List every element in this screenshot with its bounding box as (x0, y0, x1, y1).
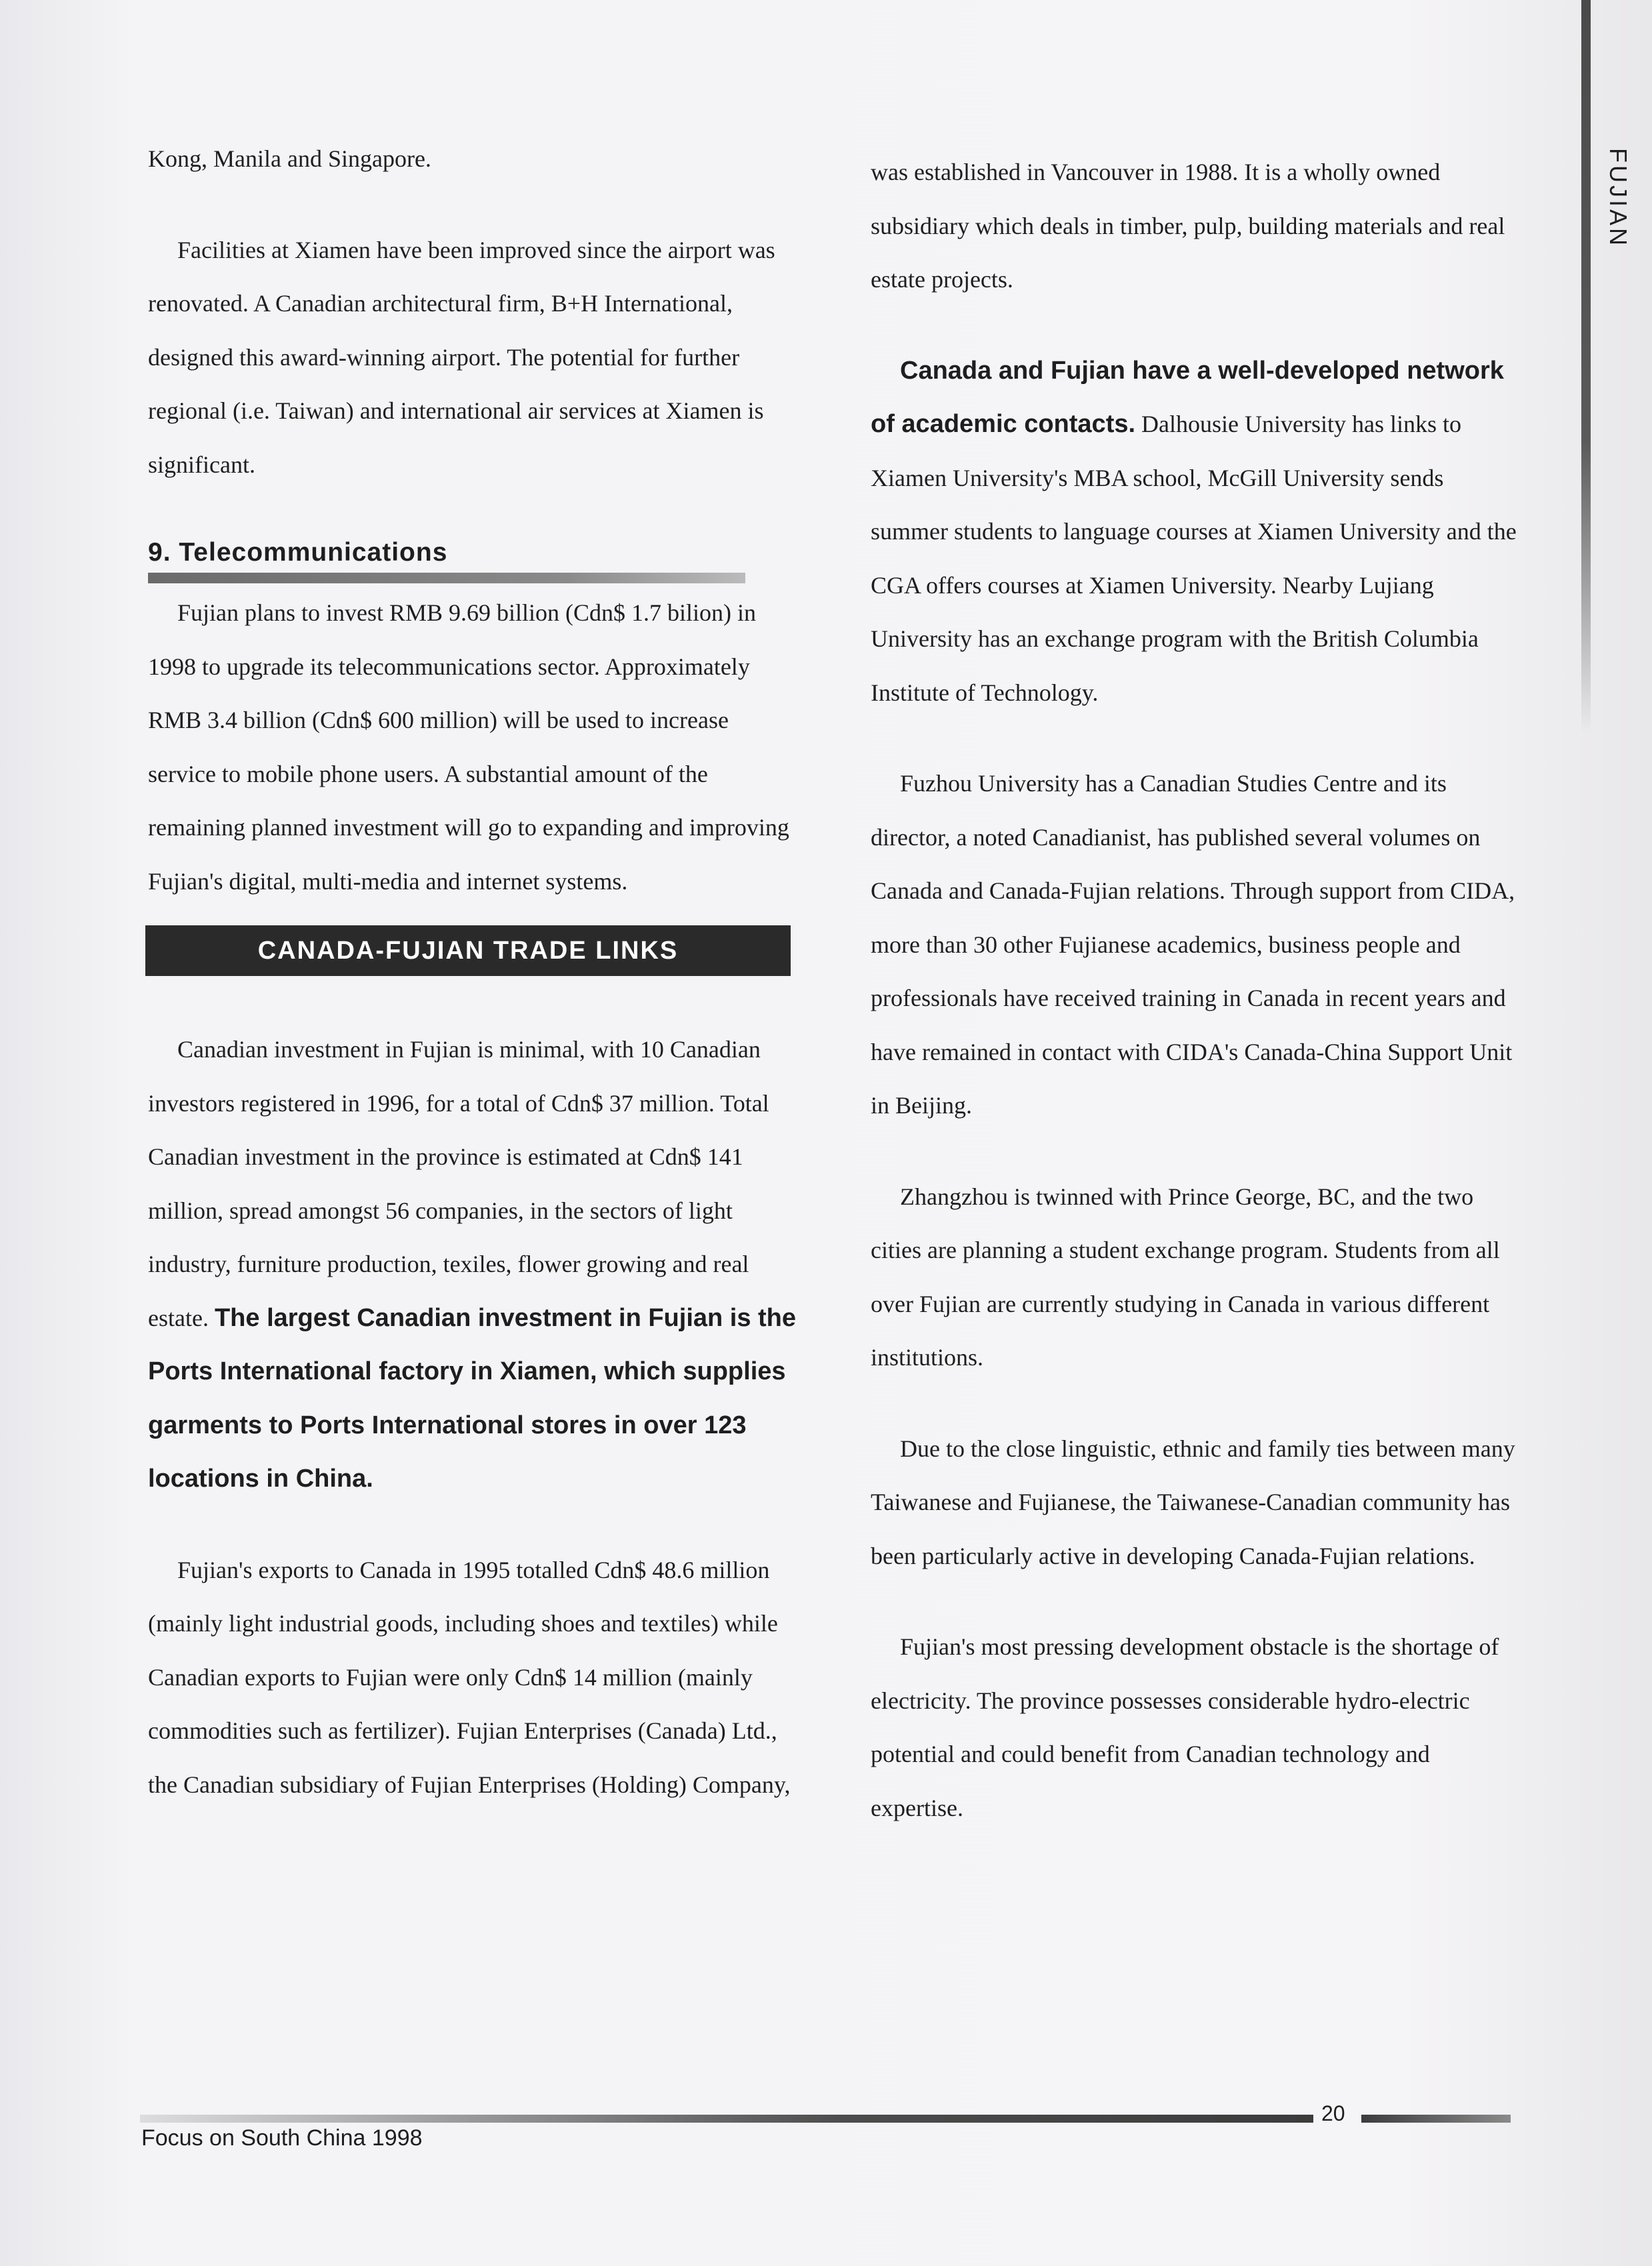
paragraph-telecom: Fujian plans to invest RMB 9.69 billion (Cdn$ 1.7 bilion) in 1998 to upgrade its telecommunications sector. Approximately RMB 3.4 billion (Cdn$ 600 million) will be used to increase service to mobile phone users. A substantial amount of the remaining planned investment will go to expanding and improving Fujian's digital, multi-media and internet systems. (148, 599, 789, 895)
side-tab-label: FUJIAN (1605, 148, 1632, 248)
paragraph-electricity: Fujian's most pressing development obstacle is the shortage of electricity. The province possesses considerable hydro-electric potential and could benefit from Canadian technology and expertise. (871, 1633, 1499, 1821)
footer-rule-tail (1361, 2115, 1511, 2123)
spacer (871, 1385, 1524, 1422)
heading-underline (148, 573, 745, 583)
investment-text: Canadian investment in Fujian is minimal, with 10 Canadian investors registered in 1996, for a total of Cdn$ 37 million. Total Canadian investment in the province is estimated at Cdn$ 141 million, spread amongst 56 companies, in the sectors of light industry, furniture production, texiles, flower growing and real estate. (148, 1036, 769, 1331)
spacer (148, 491, 798, 529)
academic-highlight: Canada and Fujian have a well-developed network of academic contacts. (871, 356, 1504, 438)
paragraph-facilities: Facilities at Xiamen have been improved since the airport was renovated. A Canadian architectural firm, B+H International, designed this award-winning airport. The potential for further regional (i.e. Taiwan) and international air services at Xiamen is significant. (148, 236, 775, 478)
academic-text: Dalhousie University has links to Xiamen University's MBA school, McGill University sends summer students to language courses at Xiamen University and the CGA offers courses at Xiamen University. Nearby Lujiang University has an exchange program with the British Columbia Institute of Technology. (871, 411, 1517, 706)
paragraph-intro: Kong, Manila and Singapore. (148, 145, 431, 172)
footer-rule (140, 2115, 1313, 2123)
paragraph-zhangzhou: Zhangzhou is twinned with Prince George, BC, and the two cities are planning a student exchange program. Students from all over Fujian are currently studying in Canada in various different institutions. (871, 1183, 1500, 1371)
paragraph-academic (871, 344, 1524, 720)
spacer (148, 186, 798, 223)
spacer (148, 1506, 798, 1543)
trade-links-banner: CANADA-FUJIAN TRADE LINKS (145, 925, 791, 976)
paragraph-taiwanese: Due to the close linguistic, ethnic and family ties between many Taiwanese and Fujianese, the Taiwanese-Canadian community has been particularly active in developing Canada-Fujian relations. (871, 1435, 1515, 1569)
spacer (871, 307, 1524, 344)
paragraph-exports: Fujian's exports to Canada in 1995 totalled Cdn$ 48.6 million (mainly light industrial goods, including shoes and textiles) while Canadian exports to Fujian were only Cdn$ 14 million (mainly commodities such as fertilizer). Fujian Enterprises (Canada) Ltd., the Canadian subsidiary of Fujian Enterprises (Holding) Company, (148, 1556, 791, 1798)
section-heading-telecommunications: 9. Telecommunications (148, 538, 448, 567)
right-column (871, 145, 1524, 1835)
spacer (871, 1583, 1524, 1620)
spine-rule (1581, 0, 1591, 733)
spacer (871, 719, 1524, 757)
page-number: 20 (1321, 2101, 1345, 2125)
investment-highlight: The largest Canadian investment in Fujian is the Ports International factory in Xiamen, which supplies garments to Ports International stores in over 123 locations in China. (148, 1303, 797, 1493)
paragraph-investment (148, 1023, 798, 1506)
paragraph-fuzhou: Fuzhou University has a Canadian Studies Centre and its director, a noted Canadianist, has published several volumes on Canada and Canada-Fujian relations. Through support from CIDA, more than 30 other Fujianese academics, business people and professionals have received training in Canada in recent years and have remained in contact with CIDA's Canada-China Support Unit in Beijing. (871, 770, 1515, 1119)
spacer (871, 1133, 1524, 1170)
footer-publication-title: Focus on South China 1998 (141, 2125, 423, 2151)
paragraph-continuation: was established in Vancouver in 1988. It is a wholly owned subsidiary which deals in timber, pulp, building materials and real estate projects. (871, 159, 1505, 293)
left-column (148, 132, 798, 1811)
